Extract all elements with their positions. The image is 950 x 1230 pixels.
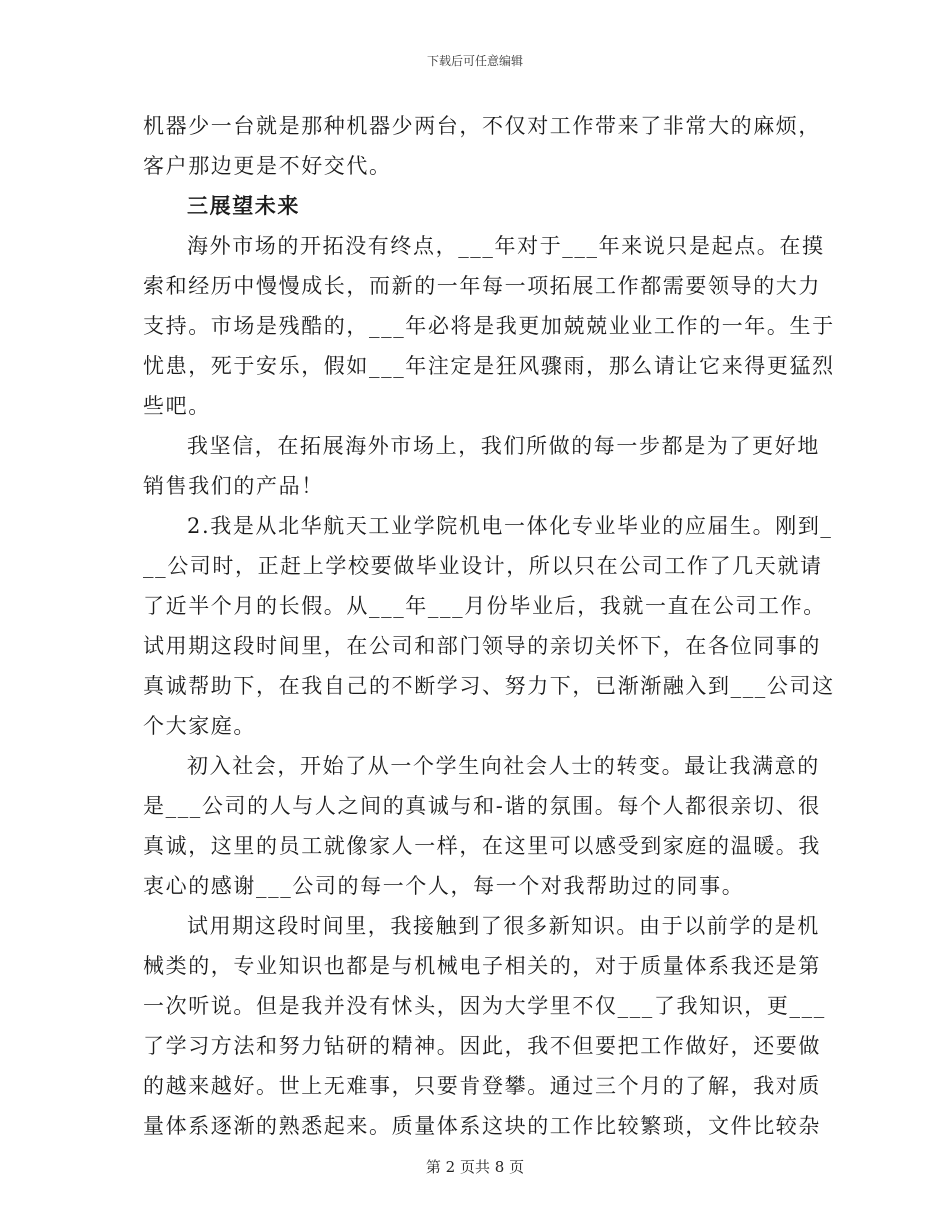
- text-line: 销售我们的产品！: [143, 474, 324, 498]
- text-line: 海外市场的开拓没有终点，___年对于___年来说只是起点。在摸: [187, 234, 825, 258]
- text-line: 衷心的感谢___公司的每一个人，每一个对我帮助过的同事。: [143, 874, 745, 898]
- text-line: 了近半个月的长假。从___年___月份毕业后，我就一直在公司工作。: [143, 594, 826, 618]
- text-line: 是___公司的人与人之间的真诚与和-谐的氛围。每个人都很亲切、很: [143, 794, 821, 818]
- text-line: 忧患，死于安乐，假如___年注定是狂风骤雨，那么请让它来得更猛烈: [143, 354, 835, 378]
- text-line: 一次听说。但是我并没有怵头，因为大学里不仅___了我知识，更___: [143, 994, 826, 1018]
- text-line: 个大家庭。: [143, 714, 256, 738]
- text-line: 客户那边更是不好交代。: [143, 154, 392, 178]
- section-heading: 三展望未来: [187, 193, 300, 218]
- text-line: 支持。市场是残酷的，___年必将是我更加兢兢业业工作的一年。生于: [143, 314, 835, 338]
- text-line: __公司时，正赶上学校要做毕业设计，所以只在公司工作了几天就请: [143, 554, 823, 578]
- text-line: 2.我是从北华航天工业学院机电一体化专业毕业的应届生。刚到_: [187, 514, 833, 538]
- text-line: 了学习方法和努力钻研的精神。因此，我不但要把工作做好，还要做: [143, 1034, 821, 1058]
- text-line: 试用期这段时间里，我接触到了很多新知识。由于以前学的是机: [187, 914, 820, 938]
- text-line: 些吧。: [143, 394, 211, 418]
- text-line: 量体系逐渐的熟悉起来。质量体系这块的工作比较繁琐，文件比较杂: [143, 1114, 821, 1138]
- text-line: 真诚帮助下，在我自己的不断学习、努力下，已渐渐融入到___公司这: [143, 674, 835, 698]
- text-line: 索和经历中慢慢成长，而新的一年每一项拓展工作都需要领导的大力: [143, 274, 821, 298]
- text-line: 初入社会，开始了从一个学生向社会人士的转变。最让我满意的: [187, 754, 820, 778]
- text-line: 的越来越好。世上无难事，只要肯登攀。通过三个月的了解，我对质: [143, 1074, 821, 1098]
- page-header: 下载后可任意编辑: [426, 54, 523, 68]
- document-body: [143, 106, 835, 1146]
- text-line: 械类的，专业知识也都是与机械电子相关的，对于质量体系我还是第: [143, 954, 821, 978]
- text-line: 真诚，这里的员工就像家人一样，在这里可以感受到家庭的温暖。我: [143, 834, 821, 858]
- text-line: 试用期这段时间里，在公司和部门领导的亲切关怀下，在各位同事的: [143, 634, 821, 658]
- page-footer: 第 2 页共 8 页: [425, 1158, 525, 1176]
- text-line: 机器少一台就是那种机器少两台，不仅对工作带来了非常大的麻烦，: [143, 114, 821, 138]
- text-line: 我坚信，在拓展海外市场上，我们所做的每一步都是为了更好地: [187, 434, 820, 458]
